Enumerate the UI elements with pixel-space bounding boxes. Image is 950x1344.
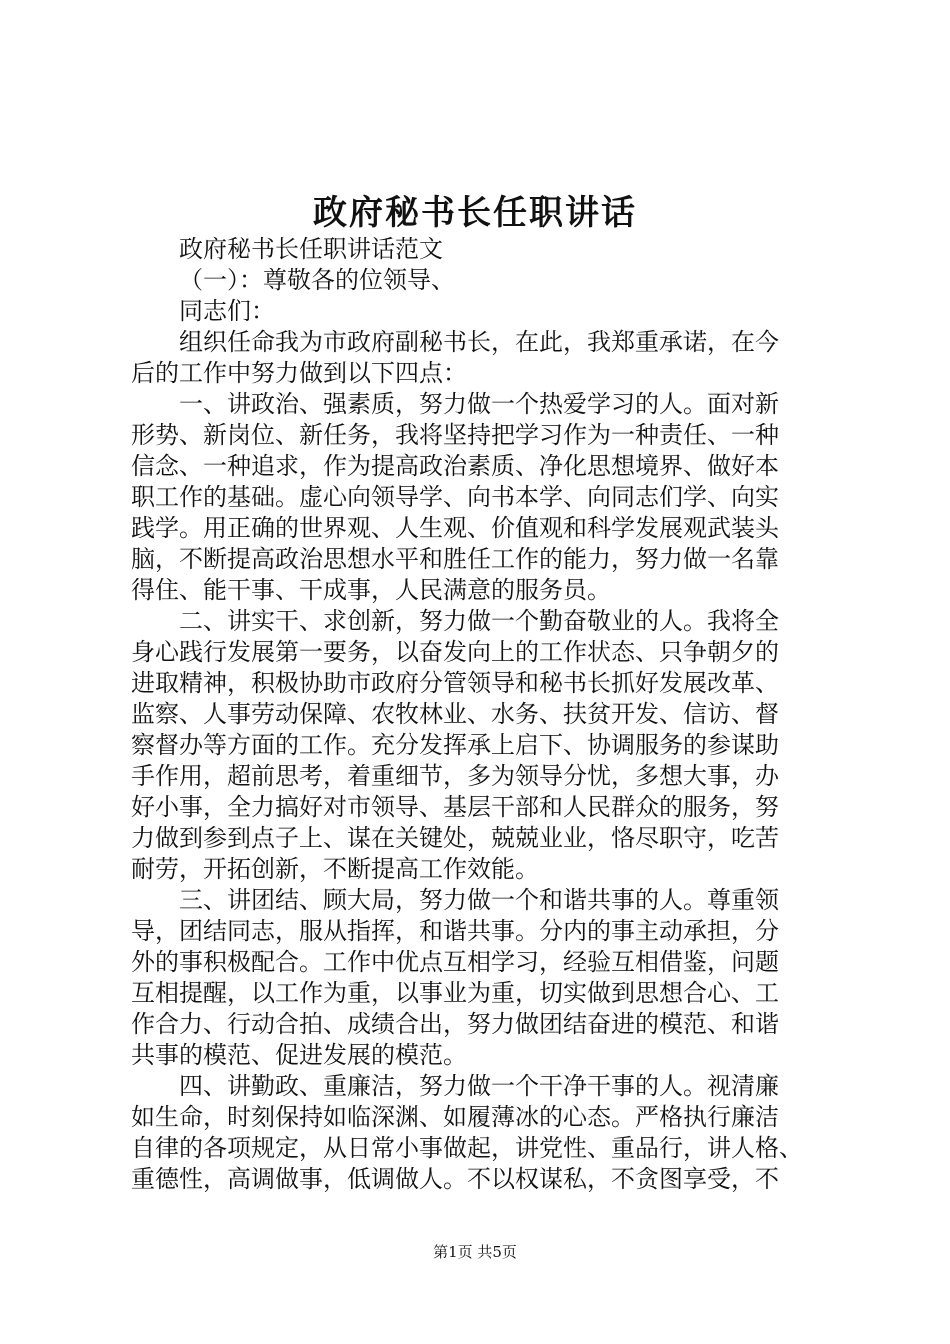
text-line: 二、讲实干、求创新，努力做一个勤奋敬业的人。我将全 bbox=[179, 607, 779, 635]
document-title: 政府秘书长任职讲话 bbox=[313, 193, 637, 233]
text-line: 力做到参到点子上、谋在关键处，兢兢业业，恪尽职守，吃苦 bbox=[131, 824, 779, 852]
text-line: 一、讲政治、强素质，努力做一个热爱学习的人。面对新 bbox=[179, 390, 779, 418]
text-line: 得住、能干事、干成事，人民满意的服务员。 bbox=[131, 576, 611, 604]
page-footer: 第1页 共5页 bbox=[433, 1243, 517, 1261]
text-line: 进取精神，积极协助市政府分管领导和秘书长抓好发展改革、 bbox=[131, 669, 779, 697]
text-line: 身心践行发展第一要务，以奋发向上的工作状态、只争朝夕的 bbox=[131, 638, 779, 666]
text-line: 作合力、行动合拍、成绩合出，努力做团结奋进的模范、和谐 bbox=[131, 1010, 779, 1038]
text-line: 耐劳，开拓创新，不断提高工作效能。 bbox=[131, 855, 539, 883]
text-line: 四、讲勤政、重廉洁，努力做一个干净干事的人。视清廉 bbox=[179, 1072, 779, 1100]
text-line: 共事的模范、促进发展的模范。 bbox=[131, 1041, 467, 1069]
text-line: 三、讲团结、顾大局，努力做一个和谐共事的人。尊重领 bbox=[179, 886, 779, 914]
text-line: 政府秘书长任职讲话范文 bbox=[179, 235, 443, 263]
text-line: 如生命，时刻保持如临深渊、如履薄冰的心态。严格执行廉洁 bbox=[131, 1103, 779, 1131]
text-line: 形势、新岗位、新任务，我将坚持把学习作为一种责任、一种 bbox=[131, 421, 779, 449]
text-line: 重德性，高调做事，低调做人。不以权谋私，不贪图享受，不 bbox=[131, 1165, 779, 1193]
text-line: 导，团结同志，服从指挥，和谐共事。分内的事主动承担，分 bbox=[131, 917, 779, 945]
text-line: 职工作的基础。虚心向领导学、向书本学、向同志们学、向实 bbox=[131, 483, 779, 511]
text-line: 组织任命我为市政府副秘书长，在此，我郑重承诺，在今 bbox=[179, 328, 779, 356]
text-line: 信念、一种追求，作为提高政治素质、净化思想境界、做好本 bbox=[131, 452, 779, 480]
text-line: 察督办等方面的工作。充分发挥承上启下、协调服务的参谋助 bbox=[131, 731, 779, 759]
text-line: 自律的各项规定，从日常小事做起，讲党性、重品行，讲人格、 bbox=[131, 1134, 803, 1162]
text-line: 后的工作中努力做到以下四点： bbox=[131, 359, 467, 387]
text-line: 脑，不断提高政治思想水平和胜任工作的能力，努力做一名靠 bbox=[131, 545, 779, 573]
text-line: 监察、人事劳动保障、农牧林业、水务、扶贫开发、信访、督 bbox=[131, 700, 779, 728]
document-body bbox=[131, 234, 831, 1195]
text-line: （一）：尊敬各的位领导、 bbox=[179, 266, 455, 294]
text-line: 同志们： bbox=[179, 297, 275, 325]
text-line: 外的事积极配合。工作中优点互相学习，经验互相借鉴，问题 bbox=[131, 948, 779, 976]
text-line: 践学。用正确的世界观、人生观、价值观和科学发展观武装头 bbox=[131, 514, 779, 542]
text-line: 手作用，超前思考，着重细节，多为领导分忧，多想大事，办 bbox=[131, 762, 779, 790]
text-line: 好小事，全力搞好对市领导、基层干部和人民群众的服务，努 bbox=[131, 793, 779, 821]
text-line: 互相提醒，以工作为重，以事业为重，切实做到思想合心、工 bbox=[131, 979, 779, 1007]
